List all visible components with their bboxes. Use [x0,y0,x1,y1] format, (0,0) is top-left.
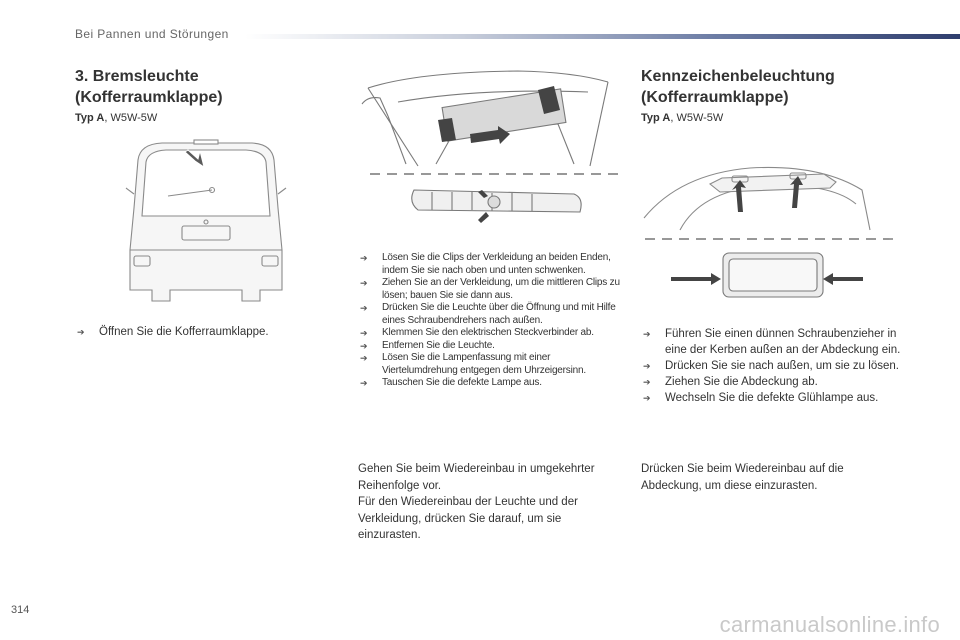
list-item: ➔ Ziehen Sie die Abdeckung ab. [641,374,903,390]
tailgate-interior-illustration [358,68,616,170]
left-title-line1: 3. Bremsleuchte [75,68,199,85]
right-paragraph: Drücken Sie beim Wiedereinbau auf die Abdeckung, um diese einzurasten. [641,463,844,492]
middle-paragraph-1: Gehen Sie beim Wiedereinbau in umgekehrter Reihenfolge vor. [358,463,595,492]
left-title [75,66,223,108]
van-rear-illustration [120,138,292,304]
left-steps-list [75,324,315,340]
number-plate-lamp-cover-illustration [641,233,896,303]
list-item: ➔ Ziehen Sie an der Verkleidung, um die mittleren Clips zu lösen; bauen Sie sie dann aus. [358,277,620,302]
page-number: 314 [11,604,30,616]
right-type-label: Typ A [641,112,671,124]
right-type-value: , W5W-5W [670,112,724,124]
list-item: ➔ Öffnen Sie die Kofferraumklappe. [75,324,315,340]
right-steps-list [641,326,903,406]
right-title-line2: (Kofferraumklappe) [641,89,789,106]
left-type-value: , W5W-5W [104,112,158,124]
header-gradient-bar [245,34,960,39]
list-item: ➔ Drücken Sie sie nach außen, um sie zu lösen. [641,358,903,374]
right-title-line1: Kennzeichenbeleuchtung [641,68,835,85]
left-bulb-type [75,112,157,124]
list-item: ➔ Klemmen Sie den elektrischen Steckverbinder ab. [358,327,620,340]
left-title-line2: (Kofferraumklappe) [75,89,223,106]
list-item: ➔ Drücken Sie die Leuchte über die Öffnung und mit Hilfe eines Schraubendrehers nach außen. [358,302,620,327]
list-item: ➔ Lösen Sie die Lampenfassung mit einer Viertelumdrehung entgegen dem Uhrzeigersinn. [358,352,620,377]
number-plate-area-illustration [640,160,895,232]
left-type-label: Typ A [75,112,105,124]
middle-paragraph-2: Für den Wiedereinbau der Leuchte und der Verkleidung, drücken Sie darauf, um sie einzurasten. [358,496,578,541]
middle-steps-list [358,252,620,390]
list-item: ➔ Wechseln Sie die defekte Glühlampe aus. [641,390,903,406]
section-title: Bei Pannen und Störungen [75,27,229,41]
list-item: ➔ Entfernen Sie die Leuchte. [358,340,620,353]
watermark-text: carmanualsonline.info [719,612,940,637]
right-title [641,66,835,108]
list-item: ➔ Lösen Sie die Clips der Verkleidung an beiden Enden, indem Sie sie nach oben und unten schwenken. [358,252,620,277]
brake-light-unit-illustration [368,168,624,226]
list-item: ➔ Führen Sie einen dünnen Schraubenzieher in eine der Kerben außen an der Abdeckung ein. [641,326,903,358]
right-bulb-type [641,112,723,124]
list-item: ➔ Tauschen Sie die defekte Lampe aus. [358,377,620,390]
